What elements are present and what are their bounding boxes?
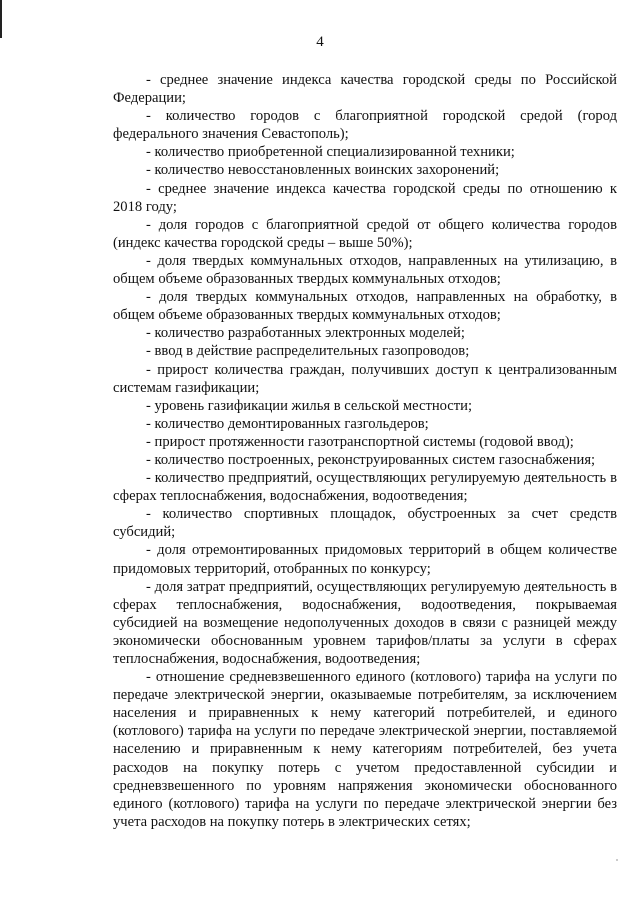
list-item: - количество спортивных площадок, обустроенных за счет средств субсидий; [113, 506, 617, 541]
list-item: - отношение средневзвешенного единого (котлового) тарифа на услуги по передаче электрической энергии, оказываемые потребителям, за исключением населения и приравненных к нему категорий потребителей, и единого (котлового) тарифа на услуги по передаче электрической энергии, поставляемой населению и приравненным к нему категориям потребителей, без учета расходов на покупку потерь с учетом предоставленной субсидии и средневзвешенного по уровням напряжения экономически обоснованного единого (котлового) тарифа на услуги по передаче электрической энергии без учета расходов на покупку потерь в электрических сетях; [113, 669, 617, 830]
list-item: - количество невосстановленных воинских захоронений; [146, 162, 500, 179]
list-item: - доля затрат предприятий, осуществляющих регулируемую деятельность в сферах теплоснабжения, водоснабжения, водоотведения, покрываемая субсидией на возмещение недополученных доходов в связи с разницей между экономически обоснованным уровнем тарифов/платы за услуги в сферах теплоснабжения, водоснабжения, водоотведения; [113, 578, 617, 667]
list-item: - количество городов с благоприятной городской средой (город федерального значения Севастополь); [113, 108, 617, 143]
list-item: - прирост количества граждан, получивших доступ к централизованным системам газификации; [113, 361, 617, 396]
list-item: - количество демонтированных газгольдеров; [146, 415, 429, 432]
list-item: - количество разработанных электронных моделей; [146, 325, 465, 342]
document-body [113, 71, 617, 831]
list-item: - доля городов с благоприятной средой от общего количества городов (индекс качества городской среды – выше 50%); [113, 216, 617, 251]
list-item: - среднее значение индекса качества городской среды по отношению к 2018 году; [113, 180, 617, 215]
list-item: - прирост протяженности газотранспортной системы (годовой ввод); [146, 433, 574, 450]
list-item: - среднее значение индекса качества городской среды по Российской Федерации; [113, 72, 617, 107]
list-item: - количество предприятий, осуществляющих регулируемую деятельность в сферах теплоснабжения, водоснабжения, водоотведения; [113, 470, 617, 505]
list-item: - доля твердых коммунальных отходов, направленных на утилизацию, в общем объеме образованных твердых коммунальных отходов; [113, 252, 617, 288]
list-item: - доля твердых коммунальных отходов, направленных на обработку, в общем объеме образованных твердых коммунальных отходов; [113, 289, 617, 324]
list-item: - ввод в действие распределительных газопроводов; [146, 343, 470, 360]
page-edge-mark [0, 0, 2, 38]
page-number: 4 [316, 34, 324, 50]
list-item: - доля отремонтированных придомовых территорий в общем количестве придомовых территорий, отобранных по конкурсу; [113, 542, 617, 577]
list-item: - количество построенных, реконструированных систем газоснабжения; [146, 451, 596, 468]
scan-speck [616, 859, 618, 861]
list-item: - уровень газификации жилья в сельской местности; [146, 397, 473, 414]
list-item: - количество приобретенной специализированной техники; [146, 144, 515, 161]
